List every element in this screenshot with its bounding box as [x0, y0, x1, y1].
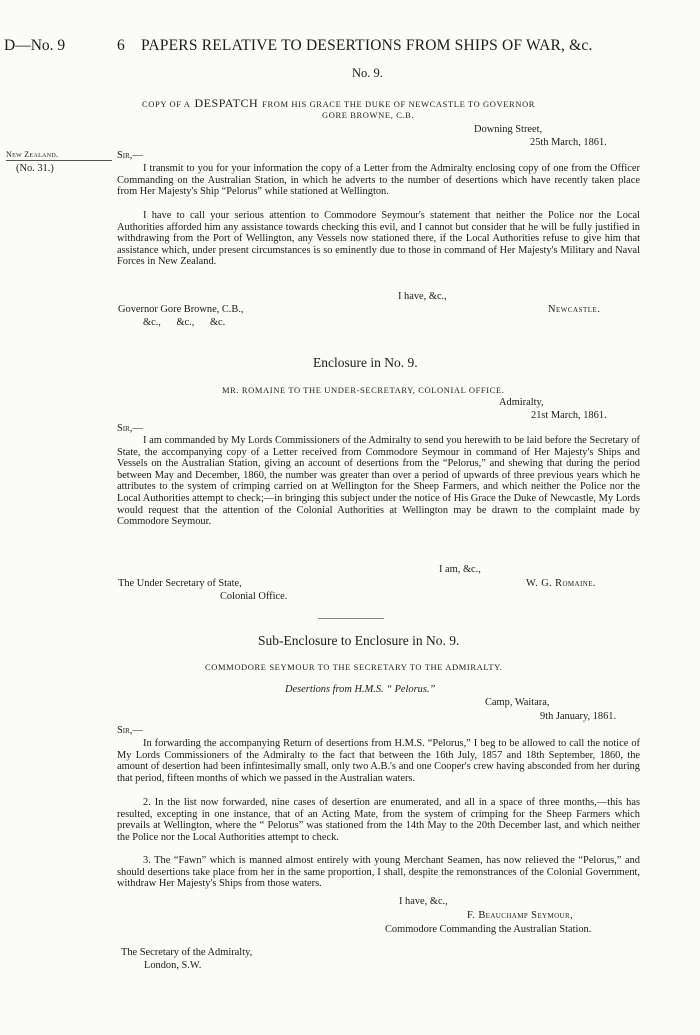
despatch-address: Downing Street, — [474, 124, 543, 135]
enclosure-addressee-2: Colonial Office. — [220, 591, 288, 602]
sub-enclosure-signature-title: Commodore Commanding the Australian Station. — [385, 924, 592, 935]
margin-rule — [6, 160, 112, 161]
sub-enclosure-date: 9th January, 1861. — [540, 711, 617, 722]
sub-enclosure-signature: F. Beauchamp Seymour, — [467, 910, 574, 921]
enclosure-salutation: Sir,— — [117, 423, 143, 434]
enclosure-title: Enclosure in No. 9. — [313, 355, 418, 370]
despatch-heading-line2: GORE BROWNE, C.B. — [322, 110, 415, 120]
sub-enclosure-salutation: Sir,— — [117, 725, 143, 736]
margin-place: New Zealand. — [6, 150, 59, 159]
enclosure-addressee-1: The Under Secretary of State, — [118, 578, 242, 589]
despatch-signature: Newcastle. — [548, 304, 601, 315]
enclosure-signature: W. G. Romaine. — [526, 578, 596, 589]
enclosure-heading: MR. ROMAINE TO THE UNDER-SECRETARY, COLONIAL OFFICE. — [222, 385, 505, 395]
page-number: 6 — [117, 37, 125, 54]
sub-enclosure-title: Sub-Enclosure to Enclosure in No. 9. — [258, 633, 460, 648]
enclosure-address: Admiralty, — [499, 397, 544, 408]
header-left-ref: D—No. 9 — [4, 37, 66, 54]
running-title: PAPERS RELATIVE TO DESERTIONS FROM SHIPS OF WAR, &c. — [141, 37, 593, 54]
despatch-addressee-1: Governor Gore Browne, C.B., — [118, 304, 244, 315]
sub-enclosure-subtitle: Desertions from H.M.S. “ Pelorus.” — [285, 684, 436, 695]
enclosure-date: 21st March, 1861. — [531, 410, 607, 421]
despatch-paragraph-1: I transmit to you for your information the copy of a Letter from the Admiralty enclosing copy of one from the Officer Commanding on the Australian Station, in which he adverts to the number of desertions which have recently taken place from Her Majesty's Ship “Pelorus” while stationed at Wellington. — [117, 163, 640, 198]
despatch-heading-big: DESPATCH — [194, 96, 259, 110]
margin-number: (No. 31.) — [16, 163, 54, 174]
sub-enclosure-paragraph-3: 3. The “Fawn” which is manned almost entirely with young Merchant Seamen, has now relieved the “Pelorus,” and should desertions take place from her in the same proportion, I shall, despite the remonstrances of the Colonial Government, withdraw Her Majesty's Ships from those waters. — [117, 855, 640, 890]
despatch-addressee-2: &c., &c., &c. — [143, 317, 226, 328]
sub-enclosure-paragraph-2: 2. In the list now forwarded, nine cases of desertion are enumerated, and all in a space of three months,—this has resulted, excepting in one instance, that of an Acting Mate, from the system of crimping for the Sheep Farmers which prevails at Wellington, where the “ Pelorus” was stationed from the 14th May to the 20th December last, and which neither the Police nor the Local Authorities attempt to check. — [117, 797, 640, 843]
despatch-paragraph-2: I have to call your serious attention to Commodore Seymour's statement that neither the Police nor the Local Authorities afforded him any assistance towards checking this evil, and I cannot but consider that he will be fully justified in withdrawing from the Port of Wellington, any Vessels now stationed there, if the Local Authorities refuse to give him that assistance which, under present circumstances is so eminently due to those in command of Her Majesty's Military and Naval Forces in New Zealand. — [117, 210, 640, 268]
sub-enclosure-addressee-1: The Secretary of the Admiralty, — [121, 947, 253, 958]
sub-enclosure-addressee-2: London, S.W. — [144, 960, 202, 971]
sub-enclosure-heading: COMMODORE SEYMOUR TO THE SECRETARY TO THE ADMIRALTY. — [205, 662, 503, 672]
despatch-heading-line1: FROM HIS GRACE THE DUKE OF NEWCASTLE TO GOVERNOR — [262, 99, 536, 109]
enclosure-closing: I am, &c., — [439, 564, 481, 575]
enclosure-paragraph-1: I am commanded by My Lords Commissioners of the Admiralty to send you herewith to be laid before the Secretary of State, the accompanying copy of a Letter received from Commodore Seymour in command of Her Majesty's Ships and Vessels on the Australian Station, giving an account of desertions from the “Pelorus,” and shewing that during the period between May and December, 1860, the number was greater than over a period of upwards of three previous years which he attributes to the system of crimping carried on at Wellington for the Sheep Farmers, and which neither the Police nor the Local Authorities attempt to check;—in bringing this subject under the notice of His Grace the Duke of Newcastle, My Lords would request that the attention of the Colonial Authorities at Wellington may be drawn to the complaint made by Commodore Seymour. — [117, 435, 640, 528]
despatch-date: 25th March, 1861. — [530, 137, 607, 148]
sub-enclosure-paragraph-1: In forwarding the accompanying Return of desertions from H.M.S. “Pelorus,” I beg to be allowed to call the notice of My Lords Commissioners of the Admiralty to the fact that between the 16th July, 1857 and 18th September, 1860, the amount of desertion had been infintesimally small, only two A.B.'s and one Cooper's crew having absconded from her during that period, fifteen months of which we passed in the Australian waters. — [117, 738, 640, 784]
despatch-heading-pre: COPY OF A — [142, 99, 191, 109]
section-divider — [318, 618, 384, 619]
despatch-salutation: Sir,— — [117, 150, 143, 161]
sub-enclosure-closing: I have, &c., — [399, 896, 448, 907]
despatch-closing: I have, &c., — [398, 291, 447, 302]
despatch-number: No. 9. — [352, 66, 383, 80]
sub-enclosure-address: Camp, Waitara, — [485, 697, 550, 708]
